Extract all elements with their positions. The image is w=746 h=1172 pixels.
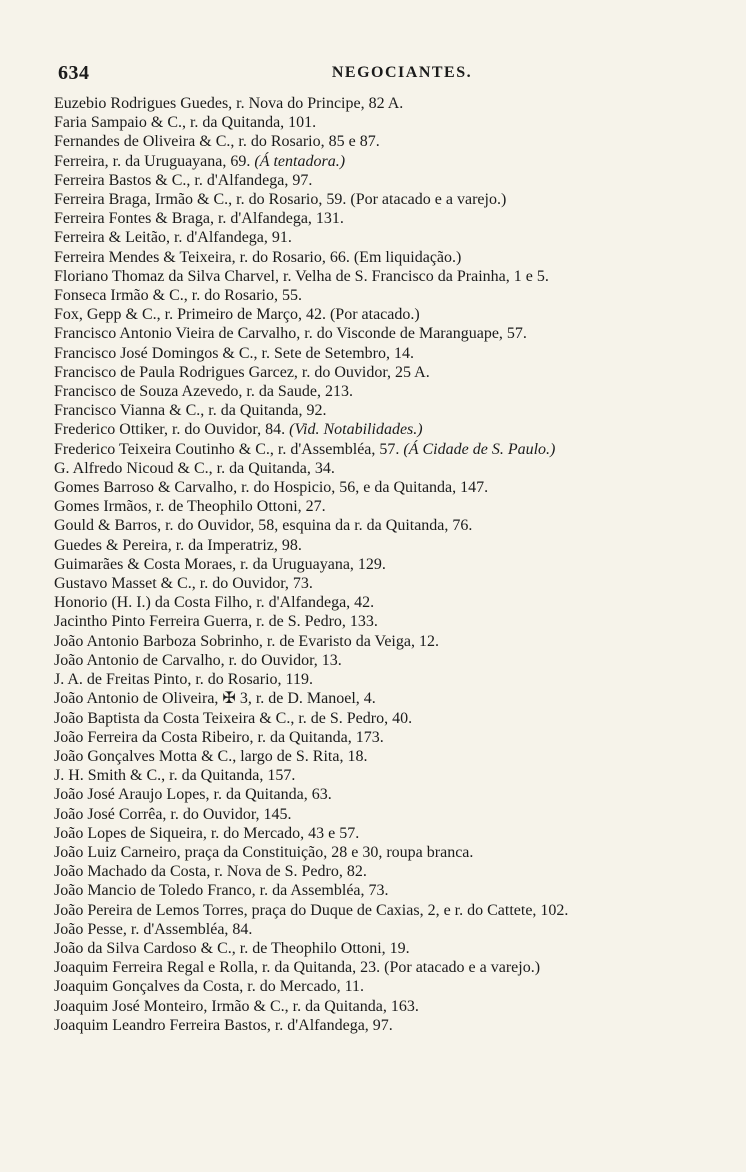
- merchant-list: [54, 94, 704, 1035]
- merchant-entry: [54, 459, 704, 478]
- entry-text: João Baptista da Costa Teixeira & C., r. de S. Pedro, 40.: [54, 709, 413, 727]
- entry-text: Honorio (H. I.) da Costa Filho, r. d'Alfandega, 42.: [54, 594, 375, 612]
- merchant-entry: [54, 363, 704, 382]
- merchant-entry: [54, 612, 704, 631]
- merchant-entry: [54, 344, 704, 363]
- merchant-entry: [54, 113, 704, 132]
- merchant-entry: [54, 939, 704, 958]
- entry-text: Gomes Irmãos, r. de Theophilo Ottoni, 27.: [54, 498, 326, 516]
- entry-text: Euzebio Rodrigues Guedes, r. Nova do Principe, 82 A.: [54, 95, 404, 112]
- entry-text: João Pereira de Lemos Torres, praça do Duque de Caxias, 2, e r. do Cattete, 102.: [54, 901, 569, 919]
- entry-note: (Vid. Notabilidades.): [289, 421, 423, 439]
- entry-text: Francisco de Souza Azevedo, r. da Saude, 213.: [54, 383, 354, 401]
- entry-text: Francisco de Paula Rodrigues Garcez, r. do Ouvidor, 25 A.: [54, 363, 430, 381]
- merchant-entry: [54, 401, 704, 420]
- entry-text: Fonseca Irmão & C., r. do Rosario, 55.: [54, 287, 302, 305]
- merchant-entry: [54, 555, 704, 574]
- merchant-entry: [54, 267, 704, 286]
- entry-text: J. H. Smith & C., r. da Quitanda, 157.: [54, 767, 296, 785]
- entry-text: Ferreira Bastos & C., r. d'Alfandega, 97.: [54, 171, 313, 189]
- entry-text: João José Corrêa, r. do Ouvidor, 145.: [54, 805, 292, 823]
- merchant-entry: [54, 574, 704, 593]
- merchant-entry: [54, 440, 704, 459]
- entry-text: João Pesse, r. d'Assembléa, 84.: [54, 920, 253, 938]
- merchant-entry: [54, 286, 704, 305]
- merchant-entry: [54, 651, 704, 670]
- merchant-entry: [54, 593, 704, 612]
- entry-text: Francisco Antonio Vieira de Carvalho, r. do Visconde de Maranguape, 57.: [54, 325, 527, 343]
- merchant-entry: [54, 382, 704, 401]
- merchant-entry: [54, 747, 704, 766]
- merchant-entry: [54, 862, 704, 881]
- merchant-entry: [54, 958, 704, 977]
- entry-text: Jacintho Pinto Ferreira Guerra, r. de S. Pedro, 133.: [54, 613, 378, 631]
- merchant-entry: [54, 766, 704, 785]
- entry-text: Joaquim Gonçalves da Costa, r. do Mercado, 11.: [54, 978, 365, 996]
- merchant-entry: [54, 132, 704, 151]
- merchant-entry: [54, 920, 704, 939]
- entry-text: Fox, Gepp & C., r. Primeiro de Março, 42. (Por atacado.): [54, 306, 420, 324]
- entry-text: João Lopes de Siqueira, r. do Mercado, 43 e 57.: [54, 824, 360, 842]
- entry-text: Gould & Barros, r. do Ouvidor, 58, esquina da r. da Quitanda, 76.: [54, 517, 473, 535]
- entry-text: Ferreira Braga, Irmão & C., r. do Rosario, 59. (Por atacado e a varejo.): [54, 191, 507, 209]
- entry-note: (Á tentadora.): [254, 152, 346, 170]
- merchant-entry: [54, 843, 704, 862]
- merchant-entry: [54, 997, 704, 1016]
- merchant-entry: [54, 248, 704, 267]
- entry-text: Joaquim Leandro Ferreira Bastos, r. d'Alfandega, 97.: [54, 1016, 393, 1034]
- merchant-entry: [54, 709, 704, 728]
- merchant-entry: [54, 171, 704, 190]
- entry-text: Ferreira, r. da Uruguayana, 69.: [54, 152, 251, 170]
- merchant-entry: [54, 881, 704, 900]
- merchant-entry: [54, 228, 704, 247]
- merchant-entry: [54, 901, 704, 920]
- merchant-entry: [54, 632, 704, 651]
- entry-text: Joaquim José Monteiro, Irmão & C., r. da Quitanda, 163.: [54, 997, 419, 1015]
- merchant-entry: [54, 420, 704, 439]
- entry-text: João José Araujo Lopes, r. da Quitanda, 63.: [54, 786, 332, 804]
- entry-text: João Ferreira da Costa Ribeiro, r. da Quitanda, 173.: [54, 728, 384, 746]
- entry-text: Ferreira & Leitão, r. d'Alfandega, 91.: [54, 229, 292, 247]
- entry-text: Faria Sampaio & C., r. da Quitanda, 101.: [54, 114, 317, 132]
- entry-text: Francisco Vianna & C., r. da Quitanda, 92.: [54, 402, 327, 420]
- entry-text: Frederico Teixeira Coutinho & C., r. d'Assembléa, 57.: [54, 440, 400, 458]
- merchant-entry: [54, 324, 704, 343]
- merchant-entry: [54, 94, 704, 113]
- entry-text: João Antonio Barboza Sobrinho, r. de Evaristo da Veiga, 12.: [54, 632, 439, 650]
- merchant-entry: [54, 190, 704, 209]
- page-number: 634: [58, 62, 90, 84]
- merchant-entry: [54, 689, 704, 708]
- entry-text: João Luiz Carneiro, praça da Constituição, 28 e 30, roupa branca.: [54, 843, 474, 861]
- entry-text: Guimarães & Costa Moraes, r. da Uruguayana, 129.: [54, 555, 386, 573]
- merchant-entry: [54, 305, 704, 324]
- entry-text: Ferreira Fontes & Braga, r. d'Alfandega, 131.: [54, 210, 344, 228]
- entry-text: Frederico Ottiker, r. do Ouvidor, 84.: [54, 421, 286, 439]
- merchant-entry: [54, 209, 704, 228]
- entry-text: Gustavo Masset & C., r. do Ouvidor, 73.: [54, 575, 313, 593]
- entry-text: Guedes & Pereira, r. da Imperatriz, 98.: [54, 536, 302, 554]
- entry-text: Joaquim Ferreira Regal e Rolla, r. da Quitanda, 23. (Por atacado e a varejo.): [54, 959, 541, 977]
- merchant-entry: [54, 152, 704, 171]
- entry-text: Gomes Barroso & Carvalho, r. do Hospicio, 56, e da Quitanda, 147.: [54, 479, 489, 497]
- entry-text: João Antonio de Carvalho, r. do Ouvidor, 13.: [54, 651, 342, 669]
- entry-text: João Gonçalves Motta & C., largo de S. Rita, 18.: [54, 747, 368, 765]
- entry-text: J. A. de Freitas Pinto, r. do Rosario, 119.: [54, 671, 313, 689]
- merchant-entry: [54, 670, 704, 689]
- merchant-entry: [54, 805, 704, 824]
- entry-text: Fernandes de Oliveira & C., r. do Rosario, 85 e 87.: [54, 133, 380, 151]
- merchant-entry: [54, 785, 704, 804]
- merchant-entry: [54, 536, 704, 555]
- entry-text: João Antonio de Oliveira, ✠ 3, r. de D. Manoel, 4.: [54, 690, 376, 708]
- merchant-entry: [54, 516, 704, 535]
- running-title: NEGOCIANTES.: [331, 64, 473, 81]
- entry-text: G. Alfredo Nicoud & C., r. da Quitanda, 34.: [54, 459, 335, 477]
- entry-note: (Á Cidade de S. Paulo.): [403, 440, 556, 458]
- page-header: [58, 62, 706, 84]
- entry-text: Ferreira Mendes & Teixeira, r. do Rosario, 66. (Em liquidação.): [54, 248, 462, 266]
- merchant-entry: [54, 497, 704, 516]
- entry-text: Floriano Thomaz da Silva Charvel, r. Velha de S. Francisco da Prainha, 1 e 5.: [54, 267, 549, 285]
- merchant-entry: [54, 478, 704, 497]
- merchant-entry: [54, 1016, 704, 1035]
- entry-text: João da Silva Cardoso & C., r. de Theophilo Ottoni, 19.: [54, 939, 410, 957]
- merchant-entry: [54, 728, 704, 747]
- merchant-entry: [54, 977, 704, 996]
- merchant-entry: [54, 824, 704, 843]
- entry-text: João Mancio de Toledo Franco, r. da Assembléa, 73.: [54, 882, 389, 900]
- entry-text: Francisco José Domingos & C., r. Sete de Setembro, 14.: [54, 344, 414, 362]
- entry-text: João Machado da Costa, r. Nova de S. Pedro, 82.: [54, 863, 367, 881]
